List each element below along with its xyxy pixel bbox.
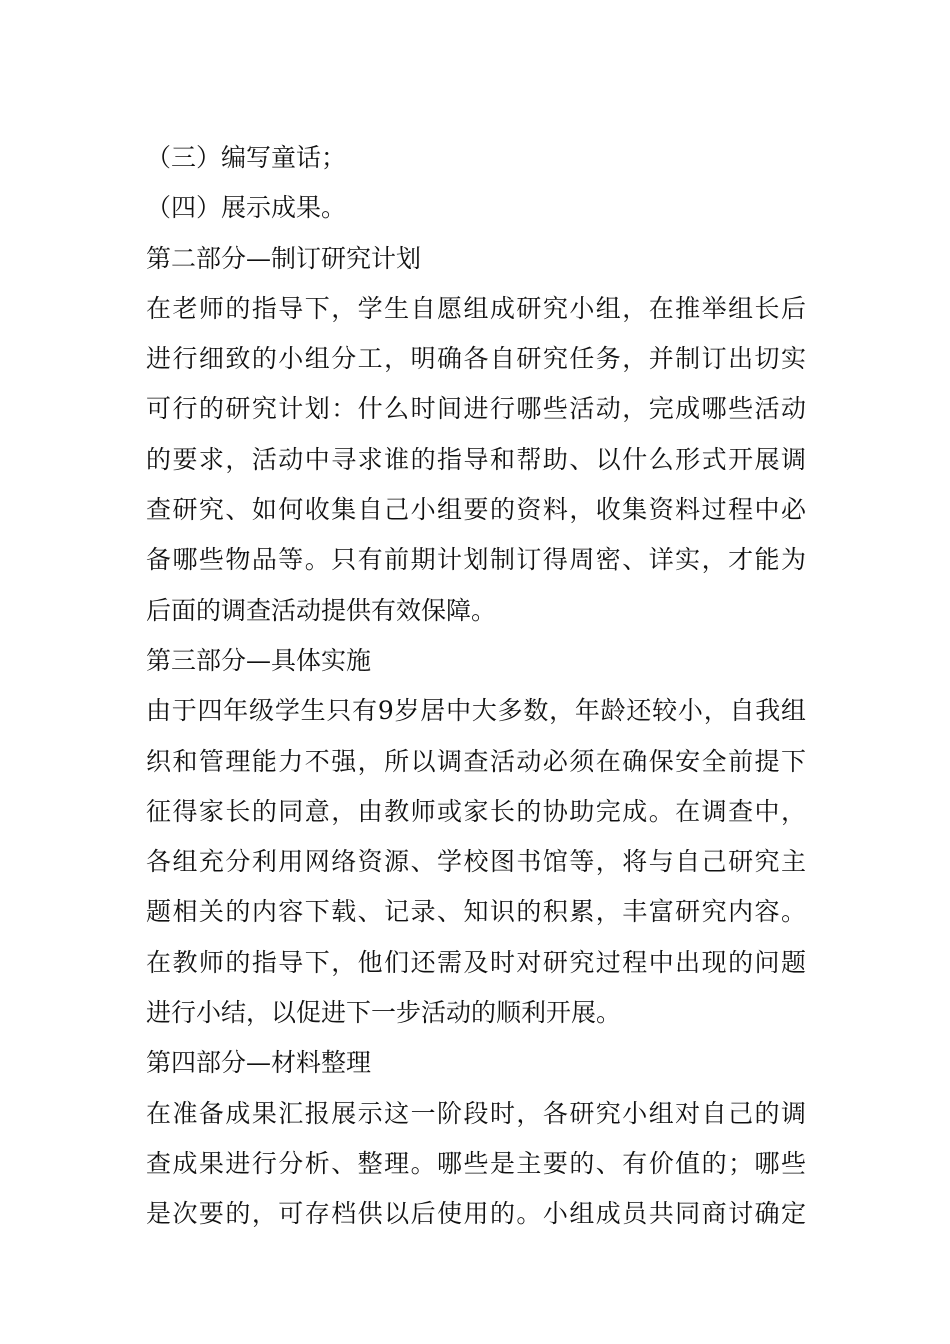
paragraph-line: 查成果进行分析、整理。哪些是主要的、有价值的；哪些 xyxy=(146,1148,806,1178)
list-item-show-results: （四）展示成果。 xyxy=(146,193,347,223)
section-heading-part-three: 第三部分—具体实施 xyxy=(146,645,372,675)
paragraph-line: 是次要的，可存档供以后使用的。小组成员共同商讨确定 xyxy=(146,1199,806,1229)
paragraph-line: 可行的研究计划：什么时间进行哪些活动，完成哪些活动 xyxy=(146,394,806,424)
paragraph-line: 进行细致的小组分工，明确各自研究任务，并制订出切实 xyxy=(146,344,806,374)
paragraph-line: 由于四年级学生只有9岁居中大多数，年龄还较小，自我组 xyxy=(146,696,806,726)
paragraph-line: 后面的调查活动提供有效保障。 xyxy=(146,595,497,625)
paragraph-line: 在老师的指导下，学生自愿组成研究小组，在推举组长后 xyxy=(146,293,806,323)
document-body xyxy=(146,133,806,1240)
list-item-write-fairy-tale: （三）编写童话； xyxy=(146,143,347,172)
paragraph-line: 在准备成果汇报展示这一阶段时，各研究小组对自己的调 xyxy=(146,1098,806,1128)
paragraph-line: 进行小结，以促进下一步活动的顺利开展。 xyxy=(146,998,622,1028)
paragraph-line: 各组充分利用网络资源、学校图书馆等，将与自己研究主 xyxy=(146,847,806,877)
paragraph-line: 备哪些物品等。只有前期计划制订得周密、详实，才能为 xyxy=(146,545,806,575)
paragraph-line: 征得家长的同意，由教师或家长的协助完成。在调查中， xyxy=(146,796,806,826)
paragraph-line: 织和管理能力不强，所以调查活动必须在确保安全前提下 xyxy=(146,746,806,776)
paragraph-line: 在教师的指导下，他们还需及时对研究过程中出现的问题 xyxy=(146,947,806,977)
paragraph-line: 的要求，活动中寻求谁的指导和帮助、以什么形式开展调 xyxy=(146,444,806,474)
paragraph-line: 题相关的内容下载、记录、知识的积累，丰富研究内容。 xyxy=(146,897,806,927)
paragraph-line: 查研究、如何收集自己小组要的资料，收集资料过程中必 xyxy=(146,495,806,525)
section-heading-part-two: 第二部分—制订研究计划 xyxy=(146,243,422,273)
section-heading-part-four: 第四部分—材料整理 xyxy=(146,1048,372,1078)
